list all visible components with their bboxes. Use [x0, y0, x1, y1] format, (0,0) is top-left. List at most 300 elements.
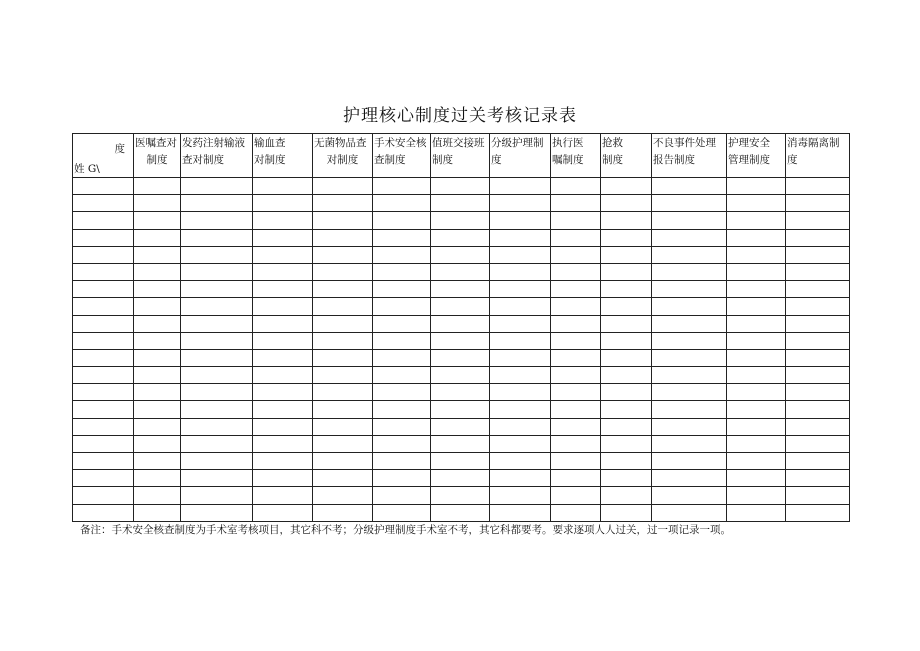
record-cell[interactable]: [134, 229, 181, 246]
record-cell[interactable]: [601, 298, 652, 315]
assessment-record-table: [72, 133, 850, 522]
record-cell[interactable]: [181, 418, 253, 435]
record-cell[interactable]: [181, 315, 253, 332]
record-cell[interactable]: [373, 470, 431, 487]
record-cell[interactable]: [253, 229, 313, 246]
record-cell[interactable]: [181, 453, 253, 470]
record-cell[interactable]: [253, 384, 313, 401]
record-cell[interactable]: [431, 229, 490, 246]
record-cell[interactable]: [786, 435, 850, 452]
record-cell[interactable]: [551, 263, 601, 280]
record-cell[interactable]: [373, 298, 431, 315]
record-cell[interactable]: [652, 246, 727, 263]
record-cell[interactable]: [134, 418, 181, 435]
record-cell[interactable]: [313, 332, 373, 349]
record-cell[interactable]: [431, 453, 490, 470]
record-cell[interactable]: [727, 229, 786, 246]
record-cell[interactable]: [652, 470, 727, 487]
record-cell[interactable]: [253, 349, 313, 366]
record-cell[interactable]: [431, 263, 490, 280]
record-cell[interactable]: [652, 435, 727, 452]
header-cell-shift-handover: [431, 134, 490, 178]
record-cell[interactable]: [551, 470, 601, 487]
record-cell[interactable]: [727, 367, 786, 384]
name-cell[interactable]: [73, 212, 134, 229]
table-row: [73, 418, 850, 435]
record-cell[interactable]: [601, 349, 652, 366]
record-cell[interactable]: [786, 298, 850, 315]
table-row: [73, 349, 850, 366]
name-cell[interactable]: [73, 504, 134, 521]
record-cell[interactable]: [181, 332, 253, 349]
name-cell[interactable]: [73, 281, 134, 298]
record-cell[interactable]: [253, 487, 313, 504]
record-cell[interactable]: [786, 349, 850, 366]
record-cell[interactable]: [134, 504, 181, 521]
record-cell[interactable]: [490, 263, 551, 280]
record-cell[interactable]: [551, 281, 601, 298]
name-cell[interactable]: [73, 367, 134, 384]
record-cell[interactable]: [551, 298, 601, 315]
name-cell[interactable]: [73, 263, 134, 280]
record-cell[interactable]: [431, 367, 490, 384]
record-cell[interactable]: [601, 263, 652, 280]
record-cell[interactable]: [134, 435, 181, 452]
record-cell[interactable]: [253, 504, 313, 521]
record-cell[interactable]: [134, 470, 181, 487]
record-cell[interactable]: [313, 418, 373, 435]
page-title: 护理核心制度过关考核记录表: [343, 106, 577, 126]
header-cell-name-corner: [73, 134, 134, 178]
record-cell[interactable]: [134, 332, 181, 349]
record-cell[interactable]: [134, 298, 181, 315]
name-cell[interactable]: [73, 332, 134, 349]
record-cell[interactable]: [786, 229, 850, 246]
record-cell[interactable]: [490, 332, 551, 349]
record-cell[interactable]: [134, 487, 181, 504]
header-line2: 度: [491, 154, 502, 166]
table-row: [73, 504, 850, 521]
record-cell[interactable]: [786, 470, 850, 487]
record-cell[interactable]: [727, 281, 786, 298]
header-line1: 无菌物品查: [314, 137, 367, 149]
header-line1: 执行医: [552, 137, 584, 149]
record-cell[interactable]: [253, 195, 313, 212]
record-cell[interactable]: [551, 349, 601, 366]
record-cell[interactable]: [431, 470, 490, 487]
record-cell[interactable]: [786, 487, 850, 504]
name-cell[interactable]: [73, 418, 134, 435]
record-cell[interactable]: [181, 195, 253, 212]
record-cell[interactable]: [431, 298, 490, 315]
record-cell[interactable]: [431, 435, 490, 452]
record-cell[interactable]: [601, 435, 652, 452]
record-cell[interactable]: [727, 349, 786, 366]
record-cell[interactable]: [652, 453, 727, 470]
record-cell[interactable]: [652, 315, 727, 332]
name-cell[interactable]: [73, 195, 134, 212]
record-cell[interactable]: [253, 453, 313, 470]
record-cell[interactable]: [601, 195, 652, 212]
record-cell[interactable]: [786, 418, 850, 435]
record-cell[interactable]: [727, 315, 786, 332]
table-row: [73, 401, 850, 418]
record-cell[interactable]: [786, 195, 850, 212]
record-cell[interactable]: [652, 487, 727, 504]
record-cell[interactable]: [134, 263, 181, 280]
header-line1: 值班交接班: [432, 137, 485, 149]
table-row: [73, 195, 850, 212]
record-cell[interactable]: [601, 418, 652, 435]
header-line1: 度: [114, 143, 125, 155]
record-cell[interactable]: [431, 246, 490, 263]
record-cell[interactable]: [134, 281, 181, 298]
record-cell[interactable]: [652, 401, 727, 418]
record-cell[interactable]: [181, 349, 253, 366]
record-cell[interactable]: [373, 281, 431, 298]
record-cell[interactable]: [652, 212, 727, 229]
name-cell[interactable]: [73, 453, 134, 470]
record-cell[interactable]: [551, 229, 601, 246]
record-cell[interactable]: [181, 504, 253, 521]
record-cell[interactable]: [652, 332, 727, 349]
record-cell[interactable]: [551, 418, 601, 435]
record-cell[interactable]: [490, 367, 551, 384]
name-cell[interactable]: [73, 487, 134, 504]
record-cell[interactable]: [652, 229, 727, 246]
record-cell[interactable]: [373, 246, 431, 263]
record-cell[interactable]: [490, 178, 551, 195]
record-cell[interactable]: [551, 212, 601, 229]
record-cell[interactable]: [373, 195, 431, 212]
record-cell[interactable]: [181, 435, 253, 452]
record-cell[interactable]: [431, 315, 490, 332]
record-cell[interactable]: [490, 349, 551, 366]
record-cell[interactable]: [373, 435, 431, 452]
record-cell[interactable]: [601, 401, 652, 418]
record-cell[interactable]: [373, 229, 431, 246]
record-cell[interactable]: [601, 367, 652, 384]
record-cell[interactable]: [601, 246, 652, 263]
header-line1: 手术安全核: [374, 137, 427, 149]
record-cell[interactable]: [431, 401, 490, 418]
record-cell[interactable]: [551, 401, 601, 418]
record-cell[interactable]: [601, 384, 652, 401]
record-cell[interactable]: [373, 332, 431, 349]
header-line1: 不良事件处理: [653, 137, 716, 149]
record-cell[interactable]: [313, 401, 373, 418]
record-cell[interactable]: [551, 332, 601, 349]
name-cell[interactable]: [73, 384, 134, 401]
record-cell[interactable]: [727, 332, 786, 349]
record-cell[interactable]: [727, 263, 786, 280]
record-cell[interactable]: [134, 315, 181, 332]
record-cell[interactable]: [652, 178, 727, 195]
record-cell[interactable]: [551, 195, 601, 212]
header-row: [73, 134, 850, 178]
record-cell[interactable]: [373, 315, 431, 332]
header-line1: 发药注射输液: [182, 137, 245, 149]
name-cell[interactable]: [73, 315, 134, 332]
record-cell[interactable]: [253, 178, 313, 195]
record-cell[interactable]: [313, 212, 373, 229]
record-cell[interactable]: [490, 229, 551, 246]
record-cell[interactable]: [253, 263, 313, 280]
record-cell[interactable]: [786, 263, 850, 280]
record-cell[interactable]: [551, 487, 601, 504]
record-cell[interactable]: [652, 281, 727, 298]
record-cell[interactable]: [727, 384, 786, 401]
record-cell[interactable]: [373, 401, 431, 418]
record-cell[interactable]: [727, 401, 786, 418]
record-cell[interactable]: [431, 332, 490, 349]
record-cell[interactable]: [551, 315, 601, 332]
record-cell[interactable]: [313, 178, 373, 195]
name-cell[interactable]: [73, 401, 134, 418]
record-cell[interactable]: [551, 246, 601, 263]
record-cell[interactable]: [431, 212, 490, 229]
record-cell[interactable]: [786, 212, 850, 229]
record-cell[interactable]: [313, 384, 373, 401]
record-cell[interactable]: [727, 504, 786, 521]
record-cell[interactable]: [727, 470, 786, 487]
table-row: [73, 470, 850, 487]
record-cell[interactable]: [652, 298, 727, 315]
header-line2: 嘱制度: [552, 154, 584, 166]
header-line2: 制度: [146, 154, 168, 166]
record-cell[interactable]: [313, 195, 373, 212]
header-cell-surgical-safety: [373, 134, 431, 178]
record-cell[interactable]: [490, 315, 551, 332]
header-cell-sterile-check: [313, 134, 373, 178]
record-cell[interactable]: [601, 453, 652, 470]
record-cell[interactable]: [652, 367, 727, 384]
record-cell[interactable]: [313, 298, 373, 315]
record-cell[interactable]: [727, 487, 786, 504]
name-cell[interactable]: [73, 246, 134, 263]
record-cell[interactable]: [373, 349, 431, 366]
record-cell[interactable]: [786, 401, 850, 418]
record-cell[interactable]: [134, 367, 181, 384]
record-cell[interactable]: [181, 384, 253, 401]
record-cell[interactable]: [727, 195, 786, 212]
header-line2: 查制度: [374, 154, 406, 166]
record-cell[interactable]: [652, 384, 727, 401]
record-cell[interactable]: [313, 263, 373, 280]
record-cell[interactable]: [652, 418, 727, 435]
record-cell[interactable]: [313, 453, 373, 470]
record-cell[interactable]: [431, 487, 490, 504]
record-cell[interactable]: [313, 315, 373, 332]
record-cell[interactable]: [253, 401, 313, 418]
record-cell[interactable]: [373, 487, 431, 504]
header-line1: 消毒隔离制: [787, 137, 840, 149]
record-cell[interactable]: [786, 367, 850, 384]
record-cell[interactable]: [373, 263, 431, 280]
record-cell[interactable]: [490, 487, 551, 504]
header-line1: 分级护理制: [491, 137, 544, 149]
record-cell[interactable]: [253, 418, 313, 435]
record-cell[interactable]: [181, 470, 253, 487]
record-cell[interactable]: [601, 487, 652, 504]
record-cell[interactable]: [786, 453, 850, 470]
record-cell[interactable]: [601, 504, 652, 521]
record-cell[interactable]: [134, 384, 181, 401]
header-line2: 制度: [602, 154, 623, 166]
record-cell[interactable]: [134, 212, 181, 229]
record-cell[interactable]: [253, 246, 313, 263]
table-row: [73, 367, 850, 384]
table-row: [73, 298, 850, 315]
record-cell[interactable]: [373, 418, 431, 435]
record-cell[interactable]: [727, 418, 786, 435]
record-cell[interactable]: [134, 195, 181, 212]
record-cell[interactable]: [313, 487, 373, 504]
record-cell[interactable]: [253, 367, 313, 384]
record-cell[interactable]: [134, 401, 181, 418]
header-cell-adverse-event: [652, 134, 727, 178]
record-cell[interactable]: [181, 229, 253, 246]
record-cell[interactable]: [181, 298, 253, 315]
record-cell[interactable]: [253, 332, 313, 349]
record-cell[interactable]: [253, 212, 313, 229]
record-cell[interactable]: [490, 453, 551, 470]
record-cell[interactable]: [601, 229, 652, 246]
record-cell[interactable]: [601, 178, 652, 195]
header-cell-graded-care: [490, 134, 551, 178]
record-cell[interactable]: [490, 418, 551, 435]
record-cell[interactable]: [652, 195, 727, 212]
record-cell[interactable]: [601, 281, 652, 298]
record-cell[interactable]: [373, 178, 431, 195]
table-row: [73, 487, 850, 504]
record-cell[interactable]: [786, 384, 850, 401]
record-cell[interactable]: [727, 298, 786, 315]
record-cell[interactable]: [786, 332, 850, 349]
record-cell[interactable]: [134, 178, 181, 195]
record-cell[interactable]: [181, 367, 253, 384]
record-cell[interactable]: [181, 178, 253, 195]
record-cell[interactable]: [551, 178, 601, 195]
record-cell[interactable]: [313, 470, 373, 487]
record-cell[interactable]: [727, 435, 786, 452]
record-cell[interactable]: [786, 504, 850, 521]
header-cell-medication-check: [181, 134, 253, 178]
name-cell[interactable]: [73, 470, 134, 487]
record-cell[interactable]: [727, 246, 786, 263]
record-cell[interactable]: [490, 435, 551, 452]
record-cell[interactable]: [490, 246, 551, 263]
record-cell[interactable]: [490, 401, 551, 418]
table-row: [73, 332, 850, 349]
record-cell[interactable]: [181, 401, 253, 418]
record-cell[interactable]: [786, 281, 850, 298]
record-cell[interactable]: [727, 212, 786, 229]
record-cell[interactable]: [253, 298, 313, 315]
record-cell[interactable]: [551, 367, 601, 384]
record-cell[interactable]: [601, 332, 652, 349]
record-cell[interactable]: [181, 212, 253, 229]
record-cell[interactable]: [786, 315, 850, 332]
record-cell[interactable]: [313, 367, 373, 384]
record-cell[interactable]: [313, 504, 373, 521]
record-cell[interactable]: [313, 349, 373, 366]
record-cell[interactable]: [253, 470, 313, 487]
record-cell[interactable]: [181, 281, 253, 298]
record-cell[interactable]: [490, 298, 551, 315]
record-cell[interactable]: [313, 281, 373, 298]
record-cell[interactable]: [551, 384, 601, 401]
record-cell[interactable]: [551, 435, 601, 452]
record-cell[interactable]: [181, 263, 253, 280]
record-cell[interactable]: [313, 246, 373, 263]
name-cell[interactable]: [73, 229, 134, 246]
record-cell[interactable]: [490, 195, 551, 212]
record-cell[interactable]: [601, 470, 652, 487]
table-row: [73, 453, 850, 470]
record-cell[interactable]: [373, 367, 431, 384]
record-cell[interactable]: [431, 504, 490, 521]
record-rows: [73, 178, 850, 522]
record-cell[interactable]: [431, 418, 490, 435]
record-cell[interactable]: [727, 178, 786, 195]
record-cell[interactable]: [134, 349, 181, 366]
record-cell[interactable]: [181, 487, 253, 504]
header-line2: 姓 G\: [74, 163, 100, 175]
record-cell[interactable]: [431, 281, 490, 298]
record-cell[interactable]: [551, 504, 601, 521]
record-cell[interactable]: [601, 315, 652, 332]
record-cell[interactable]: [313, 229, 373, 246]
record-cell[interactable]: [786, 178, 850, 195]
record-cell[interactable]: [652, 349, 727, 366]
record-cell[interactable]: [431, 178, 490, 195]
record-cell[interactable]: [373, 504, 431, 521]
header-line1: 输血查: [254, 137, 286, 149]
record-cell[interactable]: [601, 212, 652, 229]
record-cell[interactable]: [786, 246, 850, 263]
record-cell[interactable]: [431, 349, 490, 366]
record-cell[interactable]: [490, 384, 551, 401]
record-cell[interactable]: [490, 504, 551, 521]
record-cell[interactable]: [373, 453, 431, 470]
record-cell[interactable]: [431, 384, 490, 401]
table-row: [73, 435, 850, 452]
record-cell[interactable]: [431, 195, 490, 212]
record-cell[interactable]: [652, 504, 727, 521]
record-cell[interactable]: [253, 281, 313, 298]
record-cell[interactable]: [652, 263, 727, 280]
name-cell[interactable]: [73, 178, 134, 195]
record-cell[interactable]: [727, 453, 786, 470]
record-cell[interactable]: [490, 470, 551, 487]
record-cell[interactable]: [373, 212, 431, 229]
record-cell[interactable]: [490, 212, 551, 229]
name-cell[interactable]: [73, 349, 134, 366]
record-cell[interactable]: [134, 246, 181, 263]
record-cell[interactable]: [551, 453, 601, 470]
record-cell[interactable]: [373, 384, 431, 401]
record-cell[interactable]: [134, 453, 181, 470]
record-cell[interactable]: [181, 246, 253, 263]
record-cell[interactable]: [490, 281, 551, 298]
name-cell[interactable]: [73, 298, 134, 315]
table-row: [73, 281, 850, 298]
record-cell[interactable]: [253, 435, 313, 452]
record-cell[interactable]: [313, 435, 373, 452]
record-cell[interactable]: [253, 315, 313, 332]
name-cell[interactable]: [73, 435, 134, 452]
